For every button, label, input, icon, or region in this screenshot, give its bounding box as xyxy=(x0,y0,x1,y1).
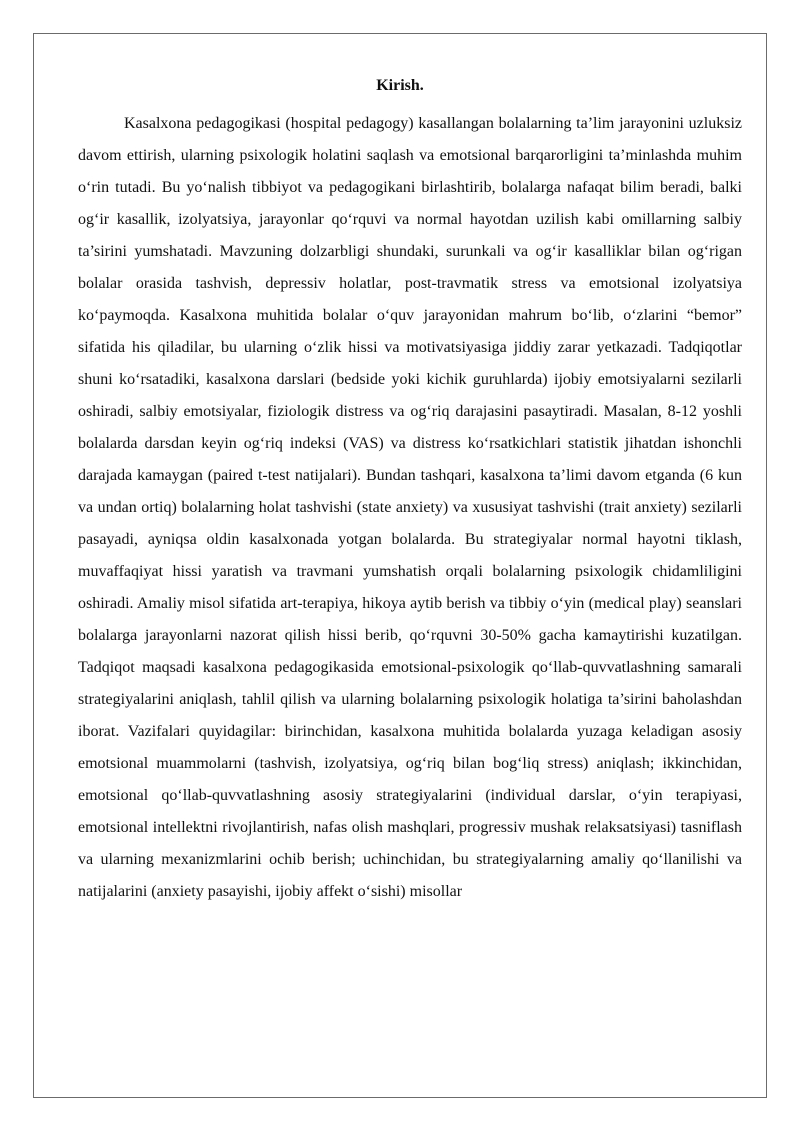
document-heading: Kirish. xyxy=(376,77,424,94)
body-paragraph: Kasalxona pedagogikasi (hospital pedagogy) kasallangan bolalarning ta’lim jarayonini uzluksiz davom ettirish, ularning psixologik holatini saqlash va emotsional barqarorligini ta’minlashda muhim o‘rin tutadi. Bu yo‘nalish tibbiyot va pedagogikani birlashtirib, bolalarga nafaqat bilim beradi, balki og‘ir kasallik, izolyatsiya, jarayonlar qo‘rquvi va normal hayotdan uzilish kabi omillarning salbiy ta’sirini yumshatadi. Mavzuning dolzarbligi shundaki, surunkali va og‘ir kasalliklar bilan og‘rigan bolalar orasida tashvish, depressiv holatlar, post-travmatik stress va emotsional izolyatsiya ko‘paymoqda. Kasalxona muhitida bolalar o‘quv jarayonidan mahrum bo‘lib, o‘zlarini “bemor” sifatida his qiladilar, bu ularning o‘zlik hissi va motivatsiyasiga jiddiy zarar yetkazadi. Tadqiqotlar shuni ko‘rsatadiki, kasalxona darslari (bedside yoki kichik guruhlarda) ijobiy emotsiyalarni sezilarli oshiradi, salbiy emotsiyalar, fiziologik distress va og‘riq darajasini pasaytiradi. Masalan, 8-12 yoshli bolalarda darsdan keyin og‘riq indeksi (VAS) va distress ko‘rsatkichlari statistik jihatdan ishonchli darajada kamaygan (paired t-test natijalari). Bundan tashqari, kasalxona ta’limi davom etganda (6 kun va undan ortiq) bolalarning holat tashvishi (state anxiety) va xususiyat tashvishi (trait anxiety) sezilarli pasayadi, ayniqsa oldin kasalxonada yotgan bolalarda. Bu strategiyalar normal hayotni tiklash, muvaffaqiyat hissi yaratish va travmani yumshatish orqali bolalarning psixologik chidamliligini oshiradi. Amaliy misol sifatida art-terapiya, hikoya aytib berish va tibbiy o‘yin (medical play) seanslari bolalarga jarayonlarni nazorat qilish hissi berib, qo‘rquvni 30-50% gacha kamaytirishi kuzatilgan. Tadqiqot maqsadi kasalxona pedagogikasida emotsional-psixologik qo‘llab-quvvatlashning samarali strategiyalarini aniqlash, tahlil qilish va ularning bolalarning psixologik holatiga ta’sirini baholashdan iborat. Vazifalari quyidagilar: birinchidan, kasalxona muhitida bolalarda yuzaga keladigan asosiy emotsional muammolarni (tashvish, izolyatsiya, og‘riq bilan bog‘liq stress) aniqlash; ikkinchidan, emotsional qo‘llab-quvvatlashning asosiy strategiyalarini (individual darslar, o‘yin terapiyasi, emotsional intellektni rivojlantirish, nafas olish mashqlari, progressiv mushak relaksatsiyasi) tasniflash va ularning mexanizmlarini ochib berish; uchinchidan, bu strategiyalarning amaliy qo‘llanilishi va natijalarini (anxiety pasayishi, ijobiy affekt o‘sishi) misollar xyxy=(78,115,742,900)
